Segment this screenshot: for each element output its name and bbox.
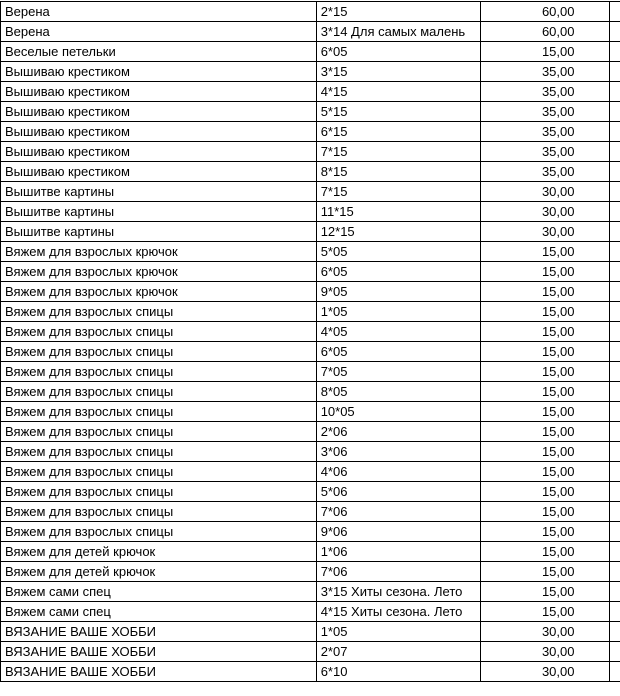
- cell-price[interactable]: 15,00: [480, 342, 609, 362]
- table-row: [1, 582, 620, 602]
- table-row: [1, 602, 620, 622]
- cell-empty[interactable]: [609, 642, 620, 662]
- cell-price[interactable]: 15,00: [480, 262, 609, 282]
- cell-name[interactable]: Вышиваю крестиком: [1, 82, 317, 102]
- table-row: [1, 462, 620, 482]
- cell-empty[interactable]: [609, 302, 620, 322]
- cell-empty[interactable]: [609, 262, 620, 282]
- cell-name[interactable]: Вяжем для взрослых спицы: [1, 322, 317, 342]
- cell-empty[interactable]: [609, 522, 620, 542]
- cell-name[interactable]: ВЯЗАНИЕ ВАШЕ ХОББИ: [1, 622, 317, 642]
- cell-issue[interactable]: 4*06: [316, 462, 480, 482]
- table-row: [1, 302, 620, 322]
- cell-price[interactable]: 15,00: [480, 282, 609, 302]
- cell-issue[interactable]: 2*15: [316, 2, 480, 22]
- cell-name[interactable]: Вяжем для взрослых спицы: [1, 382, 317, 402]
- cell-name[interactable]: Вяжем для взрослых крючок: [1, 242, 317, 262]
- table-row: [1, 642, 620, 662]
- cell-price[interactable]: 15,00: [480, 322, 609, 342]
- cell-empty[interactable]: [609, 82, 620, 102]
- cell-issue[interactable]: 3*15 Хиты сезона. Лето: [316, 582, 480, 602]
- table-row: [1, 522, 620, 542]
- cell-issue[interactable]: 12*15: [316, 222, 480, 242]
- cell-price[interactable]: 15,00: [480, 42, 609, 62]
- cell-name[interactable]: Вяжем для взрослых крючок: [1, 282, 317, 302]
- cell-issue[interactable]: 4*05: [316, 322, 480, 342]
- cell-name[interactable]: Вяжем для взрослых крючок: [1, 262, 317, 282]
- table-row: [1, 282, 620, 302]
- cell-price[interactable]: 35,00: [480, 122, 609, 142]
- table-row: [1, 2, 620, 22]
- cell-price[interactable]: 15,00: [480, 242, 609, 262]
- cell-issue[interactable]: 5*06: [316, 482, 480, 502]
- cell-empty[interactable]: [609, 442, 620, 462]
- table-row: [1, 442, 620, 462]
- cell-issue[interactable]: 3*15: [316, 62, 480, 82]
- cell-issue[interactable]: 7*05: [316, 362, 480, 382]
- cell-empty[interactable]: [609, 242, 620, 262]
- table-row: [1, 342, 620, 362]
- cell-empty[interactable]: [609, 42, 620, 62]
- cell-empty[interactable]: [609, 502, 620, 522]
- cell-issue[interactable]: 6*10: [316, 662, 480, 682]
- cell-issue[interactable]: 8*05: [316, 382, 480, 402]
- cell-issue[interactable]: 8*15: [316, 162, 480, 182]
- table-row: [1, 122, 620, 142]
- cell-name[interactable]: Вяжем для детей крючок: [1, 542, 317, 562]
- cell-empty[interactable]: [609, 422, 620, 442]
- cell-issue[interactable]: 5*15: [316, 102, 480, 122]
- table-row: [1, 42, 620, 62]
- cell-name[interactable]: Вяжем для детей крючок: [1, 562, 317, 582]
- table-row: [1, 542, 620, 562]
- cell-empty[interactable]: [609, 102, 620, 122]
- cell-empty[interactable]: [609, 222, 620, 242]
- cell-empty[interactable]: [609, 62, 620, 82]
- cell-price[interactable]: 35,00: [480, 102, 609, 122]
- cell-issue[interactable]: 7*06: [316, 502, 480, 522]
- cell-issue[interactable]: 10*05: [316, 402, 480, 422]
- table-row: [1, 322, 620, 342]
- table-row: [1, 422, 620, 442]
- cell-empty[interactable]: [609, 22, 620, 42]
- cell-price[interactable]: 15,00: [480, 502, 609, 522]
- table-row: [1, 102, 620, 122]
- cell-issue[interactable]: 4*15: [316, 82, 480, 102]
- cell-name[interactable]: Вышиваю крестиком: [1, 162, 317, 182]
- cell-issue[interactable]: 6*05: [316, 262, 480, 282]
- cell-issue[interactable]: 2*07: [316, 642, 480, 662]
- table-row: [1, 382, 620, 402]
- cell-price[interactable]: 15,00: [480, 302, 609, 322]
- cell-price[interactable]: 15,00: [480, 522, 609, 542]
- cell-empty[interactable]: [609, 662, 620, 682]
- cell-name[interactable]: Вяжем сами спец: [1, 602, 317, 622]
- cell-issue[interactable]: 5*05: [316, 242, 480, 262]
- cell-name[interactable]: Вяжем для взрослых спицы: [1, 442, 317, 462]
- cell-price[interactable]: 15,00: [480, 442, 609, 462]
- cell-issue[interactable]: 6*05: [316, 42, 480, 62]
- cell-issue[interactable]: 1*06: [316, 542, 480, 562]
- table-row: [1, 182, 620, 202]
- cell-empty[interactable]: [609, 342, 620, 362]
- cell-name[interactable]: Вышиваю крестиком: [1, 102, 317, 122]
- table-row: [1, 562, 620, 582]
- cell-price[interactable]: 60,00: [480, 2, 609, 22]
- cell-name[interactable]: Веселые петельки: [1, 42, 317, 62]
- cell-issue[interactable]: 1*05: [316, 302, 480, 322]
- cell-empty[interactable]: [609, 562, 620, 582]
- cell-issue[interactable]: 6*15: [316, 122, 480, 142]
- table-row: [1, 622, 620, 642]
- cell-price[interactable]: 30,00: [480, 662, 609, 682]
- cell-name[interactable]: Вышитве картины: [1, 182, 317, 202]
- table-row: [1, 222, 620, 242]
- cell-name[interactable]: Вяжем для взрослых спицы: [1, 502, 317, 522]
- cell-price[interactable]: 15,00: [480, 402, 609, 422]
- cell-price[interactable]: 30,00: [480, 182, 609, 202]
- table-row: [1, 242, 620, 262]
- table-body: [1, 2, 620, 682]
- table-row: [1, 482, 620, 502]
- table-row: [1, 502, 620, 522]
- cell-issue[interactable]: 1*05: [316, 622, 480, 642]
- cell-price[interactable]: 15,00: [480, 602, 609, 622]
- cell-name[interactable]: Вяжем для взрослых спицы: [1, 422, 317, 442]
- cell-empty[interactable]: [609, 582, 620, 602]
- cell-empty[interactable]: [609, 142, 620, 162]
- cell-price[interactable]: 30,00: [480, 202, 609, 222]
- table-row: [1, 262, 620, 282]
- cell-price[interactable]: 15,00: [480, 482, 609, 502]
- cell-empty[interactable]: [609, 162, 620, 182]
- cell-empty[interactable]: [609, 382, 620, 402]
- cell-empty[interactable]: [609, 462, 620, 482]
- cell-empty[interactable]: [609, 182, 620, 202]
- cell-issue[interactable]: 7*15: [316, 182, 480, 202]
- cell-price[interactable]: 15,00: [480, 462, 609, 482]
- cell-name[interactable]: Вяжем сами спец: [1, 582, 317, 602]
- cell-price[interactable]: 15,00: [480, 422, 609, 442]
- cell-name[interactable]: Вяжем для взрослых спицы: [1, 302, 317, 322]
- cell-name[interactable]: Вяжем для взрослых спицы: [1, 402, 317, 422]
- cell-issue[interactable]: 3*14 Для самых малень: [316, 22, 480, 42]
- cell-price[interactable]: 60,00: [480, 22, 609, 42]
- cell-name[interactable]: ВЯЗАНИЕ ВАШЕ ХОББИ: [1, 662, 317, 682]
- cell-name[interactable]: Вяжем для взрослых спицы: [1, 522, 317, 542]
- cell-name[interactable]: Вышитве картины: [1, 202, 317, 222]
- cell-price[interactable]: 35,00: [480, 62, 609, 82]
- cell-price[interactable]: 35,00: [480, 82, 609, 102]
- cell-issue[interactable]: 4*15 Хиты сезона. Лето: [316, 602, 480, 622]
- cell-issue[interactable]: 11*15: [316, 202, 480, 222]
- cell-issue[interactable]: 9*05: [316, 282, 480, 302]
- table-row: [1, 82, 620, 102]
- cell-price[interactable]: 30,00: [480, 222, 609, 242]
- cell-empty[interactable]: [609, 362, 620, 382]
- table-row: [1, 62, 620, 82]
- cell-empty[interactable]: [609, 542, 620, 562]
- cell-issue[interactable]: 7*15: [316, 142, 480, 162]
- cell-name[interactable]: Вышиваю крестиком: [1, 122, 317, 142]
- cell-name[interactable]: Верена: [1, 22, 317, 42]
- cell-name[interactable]: ВЯЗАНИЕ ВАШЕ ХОББИ: [1, 642, 317, 662]
- table-row: [1, 142, 620, 162]
- price-table: [0, 1, 620, 682]
- cell-issue[interactable]: 6*05: [316, 342, 480, 362]
- table-row: [1, 202, 620, 222]
- cell-price[interactable]: 35,00: [480, 142, 609, 162]
- cell-name[interactable]: Вяжем для взрослых спицы: [1, 342, 317, 362]
- cell-name[interactable]: Вяжем для взрослых спицы: [1, 482, 317, 502]
- cell-name[interactable]: Вяжем для взрослых спицы: [1, 462, 317, 482]
- cell-price[interactable]: 15,00: [480, 582, 609, 602]
- cell-name[interactable]: Верена: [1, 2, 317, 22]
- cell-empty[interactable]: [609, 622, 620, 642]
- cell-empty[interactable]: [609, 282, 620, 302]
- cell-price[interactable]: 30,00: [480, 622, 609, 642]
- table-row: [1, 662, 620, 682]
- cell-price[interactable]: 15,00: [480, 562, 609, 582]
- cell-empty[interactable]: [609, 402, 620, 422]
- table-row: [1, 402, 620, 422]
- cell-price[interactable]: 35,00: [480, 162, 609, 182]
- table-row: [1, 362, 620, 382]
- cell-price[interactable]: 15,00: [480, 382, 609, 402]
- cell-empty[interactable]: [609, 602, 620, 622]
- cell-empty[interactable]: [609, 122, 620, 142]
- cell-empty[interactable]: [609, 202, 620, 222]
- cell-price[interactable]: 15,00: [480, 362, 609, 382]
- table-row: [1, 22, 620, 42]
- cell-price[interactable]: 30,00: [480, 642, 609, 662]
- cell-issue[interactable]: 7*06: [316, 562, 480, 582]
- cell-price[interactable]: 15,00: [480, 542, 609, 562]
- cell-issue[interactable]: 9*06: [316, 522, 480, 542]
- cell-issue[interactable]: 2*06: [316, 422, 480, 442]
- cell-empty[interactable]: [609, 2, 620, 22]
- cell-name[interactable]: Вышитве картины: [1, 222, 317, 242]
- cell-name[interactable]: Вышиваю крестиком: [1, 142, 317, 162]
- cell-empty[interactable]: [609, 482, 620, 502]
- cell-name[interactable]: Вяжем для взрослых спицы: [1, 362, 317, 382]
- cell-issue[interactable]: 3*06: [316, 442, 480, 462]
- table-row: [1, 162, 620, 182]
- cell-name[interactable]: Вышиваю крестиком: [1, 62, 317, 82]
- cell-empty[interactable]: [609, 322, 620, 342]
